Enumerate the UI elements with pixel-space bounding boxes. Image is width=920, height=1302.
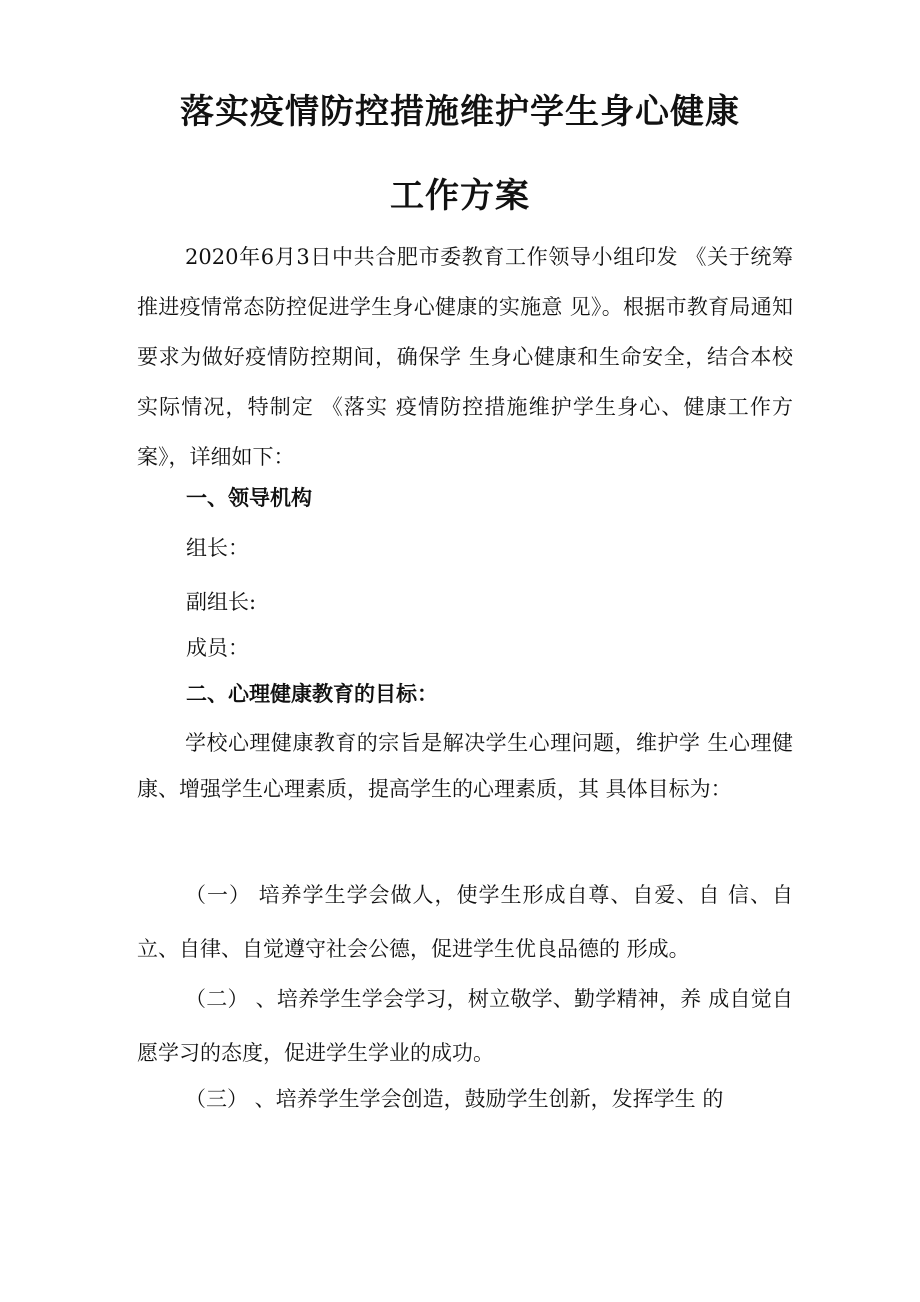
document-title-line1: 落实疫情防控措施维护学生身心健康 — [180, 92, 740, 132]
members-label: 成员： — [186, 636, 249, 660]
vice-leader-label: 副组长: — [186, 590, 257, 614]
section1-heading: 一、领导机构 — [186, 486, 312, 510]
goal-intro-paragraph: 学校心理健康教育的宗旨是解决学生心理问题，维护学 生心理健康、增强学生心理素质，提高学生的心理素质，其 具体目标为： — [137, 731, 793, 801]
goal-item-1: （一） 培养学生学会做人，使学生形成自尊、自爱、自 信、自立、自律、自觉遵守社会公德，促进学生优良品德的 形成。 — [137, 883, 793, 961]
goal-item-2: （二） 、培养学生学会学习，树立敬学、勤学精神，养 成自觉自愿学习的态度，促进学生学业的成功。 — [137, 987, 793, 1065]
document-title-line2: 工作方案 — [390, 176, 530, 216]
section2-heading: 二、心理健康教育的目标： — [186, 682, 438, 706]
leader-label: 组长： — [186, 536, 249, 560]
goal-item-3: （三） 、培养学生学会创造，鼓励学生创新，发挥学生 的 — [185, 1087, 724, 1111]
intro-paragraph: 2020年6月3日中共合肥市委教育工作领导小组印发 《关于统筹推进疫情常态防控促进学生身心健康的实施意 见》。根据市教育局通知要求为做好疫情防控期间，确保学 生身心健康和生命安全，结合本校实际情况，特制定 《落实 疫情防控措施维护学生身心、健康工作方案》，详细如下： — [137, 245, 793, 469]
